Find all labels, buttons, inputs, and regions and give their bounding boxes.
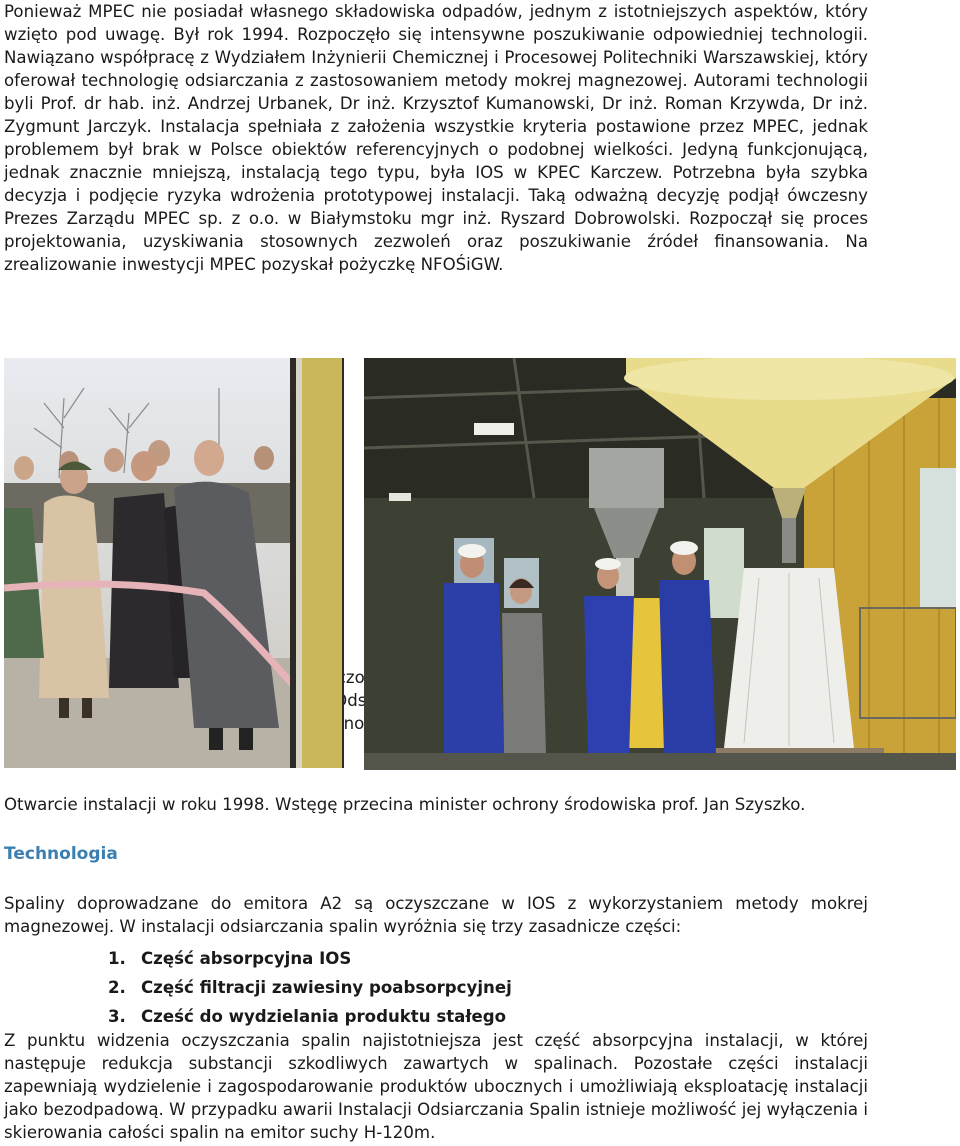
technology-paragraph: Spaliny doprowadzane do emitora A2 są oczyszczane w IOS z wykorzystaniem metody mokrej magnezowej. W instalacji odsiarczania spalin wyróżnia się trzy zasadnicze części: xyxy=(4,894,868,936)
list-item-label: Część filtracji zawiesiny poabsorpcyjnej xyxy=(141,978,512,997)
list-item xyxy=(108,973,512,1002)
list-item xyxy=(108,1002,512,1031)
list-item-label: Cześć do wydzielania produktu stałego xyxy=(141,1007,507,1026)
list-item xyxy=(108,944,512,973)
closing-paragraph: Z punktu widzenia oczyszczania spalin najistotniejsza jest część absorpcyjna instalacji, w której następuje redukcja substancji szkodliwych zawartych w spalinach. Pozostałe części instalacji zapewniają wydzielenie i zagospodarowanie produktów ubocznych i umożliwiają eksploatację instalacji jako bezodpadową. W przypadku awarii Instalacji Odsiarczania Spalin istnieje możliwość jej wyłączenia i skierowania całości spalin na emitor suchy H-120m. xyxy=(4,1031,868,1142)
section-heading: Technologia xyxy=(4,844,118,864)
photo-caption: Otwarcie instalacji w roku 1998. Wstęgę przecina minister ochrony środowiska prof. Jan Szyszko. xyxy=(4,795,806,814)
list-item-label: Część absorpcyjna IOS xyxy=(141,949,352,968)
list-item-number: 2. xyxy=(108,978,126,997)
intro-paragraph: Ponieważ MPEC nie posiadał własnego składowiska odpadów, jednym z istotniejszych aspektów, który wzięto pod uwagę. Był rok 1994. Rozpoczęło się intensywne poszukiwanie odpowiedniej technologii. Nawiązano współpracę z Wydziałem Inżynierii Chemicznej i Procesowej Politechniki Warszawskiej, który oferował technologię odsiarczania z zastosowaniem metody mokrej magnezowej. Autorami technologii byli Prof. dr hab. inż. Andrzej Urbanek, Dr inż. Krzysztof Kumanowski, Dr inż. Roman Krzywda, Dr inż. Zygmunt Jarczyk. Instalacja spełniała z założenia wszystkie kryteria postawione przez MPEC, jednak problemem był brak w Polsce obiektów referencyjnych o podobnej wielkości. Jedyną funkcjonującą, jednak znacznie mniejszą, instalacją tego typu, była IOS w KPEC Karczew. Potrzebna była szybka decyzja i podjęcie ryzyka wdrożenia prototypowej instalacji. Taką odważną decyzję podjął ówczesny Prezes Zarządu MPEC sp. z o.o. w Białymstoku mgr inż. Ryszard Dobrowolski. Rozpoczął się proces projektowania, uzyskiwania stosownych zezwoleń oraz poszukiwanie źródeł finansowania. Na zrealizowanie inwestycji MPEC pozyskał pożyczkę NFOŚiGW. xyxy=(4,2,868,274)
list-item-number: 1. xyxy=(108,949,126,968)
closing-section xyxy=(4,1029,868,1144)
parts-list xyxy=(108,944,512,1031)
installation-interior-photo xyxy=(364,358,956,770)
list-item-number: 3. xyxy=(108,1007,126,1026)
intro-section xyxy=(4,0,868,276)
technology-section xyxy=(4,892,868,938)
ribbon-cutting-photo xyxy=(4,358,344,768)
